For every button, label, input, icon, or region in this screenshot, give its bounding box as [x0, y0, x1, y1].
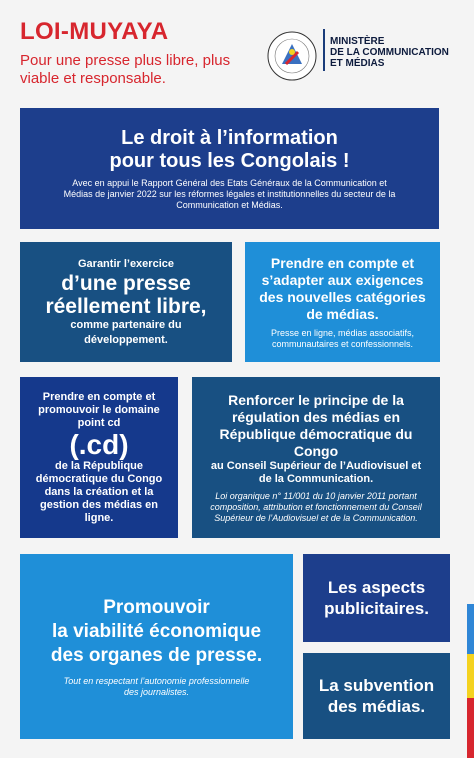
- domaine-line-3: de la République démocratique du Congo dans la création et la gestion des médias en ligne.: [35, 459, 163, 524]
- regulation-subtitle: au Conseil Supérieur de l’Audiovisuel et de la Communication.: [210, 459, 422, 485]
- regulation-title: Renforcer le principe de la régulation des médias en République démocratique du Congo: [219, 391, 413, 459]
- ministry-line-3: ET MÉDIAS: [330, 58, 385, 69]
- ministry-name: [330, 36, 449, 69]
- adapter-text: Presse en ligne, médias associatifs, communautaires et confessionnels.: [270, 327, 415, 349]
- tagline: Pour une presse plus libre, plus viable et responsable.: [20, 52, 231, 87]
- aspects-text: Les aspects publicitaires.: [324, 578, 429, 618]
- card-regulation: [192, 377, 440, 538]
- viabilite-title-1: Promouvoir: [103, 596, 210, 618]
- flag-stripe-blue: [467, 604, 474, 654]
- domaine-line-2: (.cd): [69, 428, 129, 460]
- viabilite-text: Tout en respectant l’autonomie professionnelle des journalistes.: [63, 675, 250, 697]
- droit-text: Avec en appui le Rapport Général des Etats Généraux de la Communication et Médias de janvier 2022 sur les réformes légales et institutionnelles du secteur de la Communication et Médias.: [63, 177, 396, 210]
- exercice-line-1: Garantir l’exercice: [77, 257, 174, 270]
- exercice-line-4: comme partenaire du développement.: [70, 318, 182, 346]
- adapter-title: Prendre en compte et s’adapter aux exigences des nouvelles catégories de médias.: [259, 254, 426, 322]
- card-nouvelles-categories: [245, 242, 440, 362]
- regulation-text: Loi organique n° 11/001 du 10 janvier 2011 portant composition, attribution et fonctionnement du Conseil Supérieur de l’Audiovisuel et de la Communication.: [210, 490, 422, 523]
- card-domaine-cd: [20, 377, 178, 538]
- exercice-line-2: d’une presse: [61, 271, 191, 295]
- card-subvention: [303, 653, 450, 739]
- flag-stripe-red: [467, 698, 474, 758]
- card-viabilite: [20, 554, 293, 739]
- card-droit-information: [20, 108, 439, 229]
- card-aspects-publicitaires: [303, 554, 450, 642]
- viabilite-title-2: la viabilité économique: [51, 620, 262, 642]
- droit-title-1: Le droit à l’information: [121, 126, 338, 149]
- ministry-line-2: DE LA COMMUNICATION: [330, 47, 449, 58]
- viabilite-title-3: des organes de presse.: [50, 644, 263, 666]
- domaine-line-1: Prendre en compte et promouvoir le domaine point cd: [38, 390, 160, 429]
- government-seal-icon: [266, 30, 318, 82]
- page-title: LOI-MUYAYA: [20, 18, 169, 45]
- exercice-line-3: réellement libre,: [45, 294, 207, 318]
- subvention-text: La subvention des médias.: [318, 676, 435, 716]
- header-divider: [323, 29, 325, 71]
- droit-title-2: pour tous les Congolais !: [109, 149, 350, 172]
- flag-stripe-yellow: [467, 654, 474, 698]
- card-presse-libre: [20, 242, 232, 362]
- ministry-line-1: MINISTÈRE: [330, 36, 385, 47]
